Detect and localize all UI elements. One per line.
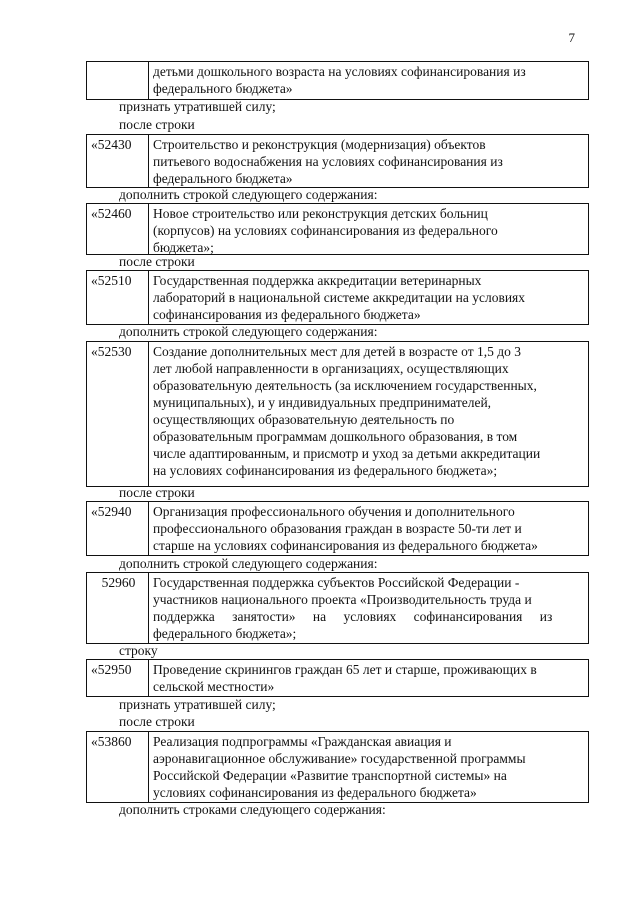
- row-line: образовательную деятельность (за исключением государственных,: [153, 378, 537, 393]
- row-code: «52530: [87, 342, 149, 486]
- row-code: «52510: [87, 271, 149, 324]
- row-description: [149, 732, 588, 802]
- row-line: бюджета»;: [153, 240, 214, 255]
- row-code: «52430: [87, 135, 149, 187]
- row-line: осуществляющих образовательную деятельность по: [153, 412, 455, 427]
- instruction-text: дополнить строкой следующего содержания:: [119, 556, 378, 571]
- table-row: [86, 341, 589, 487]
- row-description: [149, 573, 588, 643]
- row-description: [149, 342, 588, 486]
- row-line: Проведение скринингов граждан 65 лет и старше, проживающих в: [153, 662, 537, 677]
- row-line: числе адаптированным, и присмотр и уход за детьми аккредитации: [153, 446, 541, 461]
- row-line: Новое строительство или реконструкция детских больниц: [153, 206, 488, 221]
- instruction-text: дополнить строками следующего содержания:: [119, 802, 386, 817]
- row-line: Организация профессионального обучения и дополнительного: [153, 504, 515, 519]
- row-code: «52460: [87, 204, 149, 254]
- table-row: [86, 270, 589, 325]
- instruction-text: признать утратившей силу;: [119, 99, 276, 114]
- row-description: [149, 502, 588, 555]
- row-line: профессионального образования граждан в возрасте 50-ти лет и: [153, 521, 522, 536]
- row-description: [149, 204, 588, 254]
- table-row: [86, 61, 589, 100]
- instruction-text: после строки: [119, 485, 195, 500]
- row-code: 52960: [87, 573, 149, 643]
- row-line: участников национального проекта «Производительность труда и: [153, 592, 532, 607]
- row-code: [87, 62, 149, 99]
- row-line: образовательным программам дошкольного образования, в том: [153, 429, 518, 444]
- table-row: [86, 501, 589, 556]
- row-line: Создание дополнительных мест для детей в возрасте от 1,5 до 3: [153, 344, 521, 359]
- row-line: Строительство и реконструкция (модернизация) объектов: [153, 137, 486, 152]
- row-line: (корпусов) на условиях софинансирования из федерального: [153, 223, 498, 238]
- row-code: «53860: [87, 732, 149, 802]
- instruction-text: строку: [119, 643, 158, 658]
- row-line: лабораторий в национальной системе аккредитации на условиях: [153, 290, 526, 305]
- row-line: Государственная поддержка субъектов Российской Федерации -: [153, 575, 520, 590]
- table-row: [86, 572, 589, 644]
- instruction-text: после строки: [119, 117, 195, 132]
- row-description: [149, 271, 588, 324]
- row-code: «52950: [87, 660, 149, 696]
- row-description: [149, 135, 588, 187]
- row-line: лет любой направленности в организациях, осуществляющих: [153, 361, 509, 376]
- instruction-text: дополнить строкой следующего содержания:: [119, 187, 378, 202]
- row-line: Реализация подпрограммы «Гражданская авиация и: [153, 734, 452, 749]
- row-code: «52940: [87, 502, 149, 555]
- row-line: на условиях софинансирования из федерального бюджета»;: [153, 463, 498, 478]
- row-line: федерального бюджета»: [153, 171, 293, 186]
- table-row: [86, 134, 589, 188]
- instruction-text: признать утратившей силу;: [119, 697, 276, 712]
- row-description: [149, 660, 588, 696]
- row-line: Российской Федерации «Развитие транспортной системы» на: [153, 768, 507, 783]
- row-line: аэронавигационное обслуживание» государственной программы: [153, 751, 526, 766]
- page-number: 7: [568, 30, 575, 45]
- instruction-text: после строки: [119, 714, 195, 729]
- row-line: Государственная поддержка аккредитации ветеринарных: [153, 273, 482, 288]
- row-line: детьми дошкольного возраста на условиях софинансирования из: [153, 64, 526, 79]
- table-row: [86, 203, 589, 255]
- row-line: федерального бюджета»;: [153, 626, 297, 641]
- table-row: [86, 731, 589, 803]
- row-line: муниципальных), и у индивидуальных предпринимателей,: [153, 395, 492, 410]
- row-line: условиях софинансирования из федерального бюджета»: [153, 785, 477, 800]
- row-line: старше на условиях софинансирования из федерального бюджета»: [153, 538, 538, 553]
- row-line: федерального бюджета»: [153, 81, 293, 96]
- instruction-text: после строки: [119, 254, 195, 269]
- row-line: сельской местности»: [153, 679, 275, 694]
- row-line: софинансирования из федерального бюджета»: [153, 307, 421, 322]
- row-line: поддержка занятости» на условиях софинансирования из: [153, 609, 553, 624]
- row-description: [149, 62, 588, 99]
- instruction-text: дополнить строкой следующего содержания:: [119, 324, 378, 339]
- row-line: питьевого водоснабжения на условиях софинансирования из: [153, 154, 503, 169]
- table-row: [86, 659, 589, 697]
